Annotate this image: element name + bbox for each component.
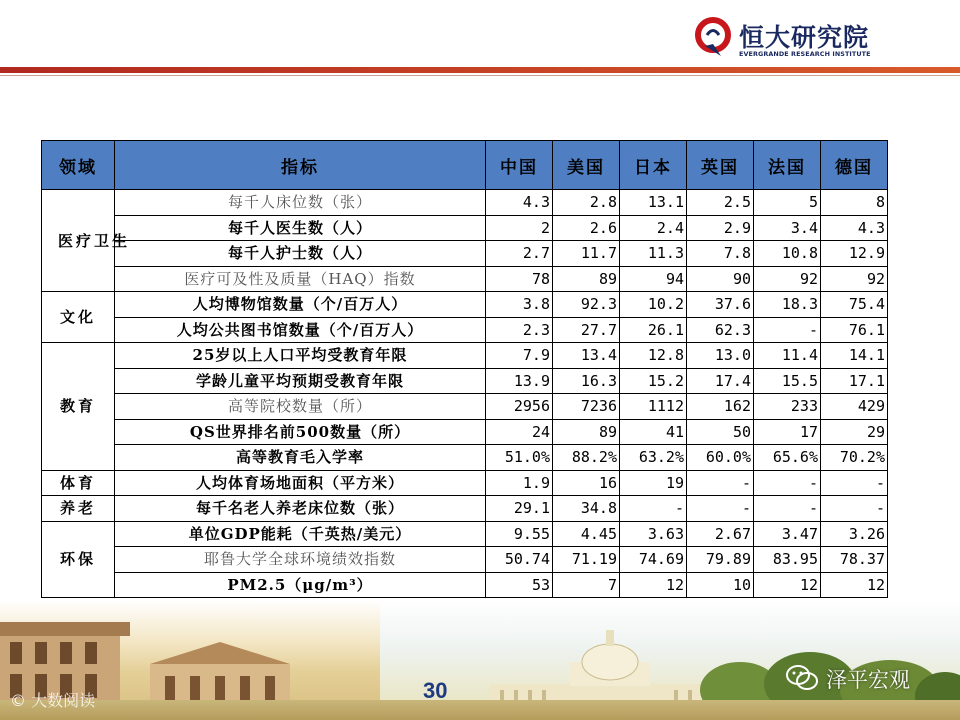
indicator-cell: 学龄儿童平均预期受教育年限 (115, 368, 486, 394)
value-cell: 2.3 (486, 317, 553, 343)
value-cell: 233 (754, 394, 821, 420)
value-cell: 1112 (620, 394, 687, 420)
table-row (42, 190, 888, 216)
footer-ground (0, 700, 960, 720)
value-cell: 29.1 (486, 496, 553, 522)
value-cell: - (821, 470, 888, 496)
table-row (42, 496, 888, 522)
logo (693, 16, 883, 62)
indicator-cell: 每千人床位数（张） (115, 190, 486, 216)
value-cell: 2.6 (553, 215, 620, 241)
value-cell: 24 (486, 419, 553, 445)
domain-cell: 养老 (42, 496, 115, 522)
value-cell: - (754, 317, 821, 343)
table-row (42, 241, 888, 267)
value-cell: 89 (553, 266, 620, 292)
value-cell: 2.9 (687, 215, 754, 241)
value-cell: 2.4 (620, 215, 687, 241)
table-body (42, 190, 888, 598)
indicator-cell: 人均公共图书馆数量（个/百万人） (115, 317, 486, 343)
value-cell: 13.0 (687, 343, 754, 369)
value-cell: 27.7 (553, 317, 620, 343)
value-cell: 12 (821, 572, 888, 598)
value-cell: 10.2 (620, 292, 687, 318)
value-cell: 16.3 (553, 368, 620, 394)
value-cell: 7.9 (486, 343, 553, 369)
value-cell: - (687, 470, 754, 496)
column-header: 英国 (687, 141, 754, 190)
value-cell: 50 (687, 419, 754, 445)
page-number: 30 (423, 678, 448, 703)
domain-cell: 医疗卫生 (42, 190, 115, 292)
domain-cell: 教育 (42, 343, 115, 471)
value-cell: 15.5 (754, 368, 821, 394)
value-cell: 92 (754, 266, 821, 292)
value-cell: 7236 (553, 394, 620, 420)
value-cell: - (754, 470, 821, 496)
indicator-cell: 人均博物馆数量（个/百万人） (115, 292, 486, 318)
wechat-account-name: 泽平宏观 (826, 668, 910, 692)
table-row (42, 521, 888, 547)
value-cell: 34.8 (553, 496, 620, 522)
value-cell: 13.1 (620, 190, 687, 216)
value-cell: 70.2% (821, 445, 888, 471)
value-cell: 17.1 (821, 368, 888, 394)
value-cell: 5 (754, 190, 821, 216)
column-header: 德国 (821, 141, 888, 190)
indicator-cell: 人均体育场地面积（平方米） (115, 470, 486, 496)
value-cell: 3.63 (620, 521, 687, 547)
value-cell: 11.7 (553, 241, 620, 267)
table-row (42, 547, 888, 573)
value-cell: 90 (687, 266, 754, 292)
value-cell: 74.69 (620, 547, 687, 573)
column-header: 指标 (115, 141, 486, 190)
value-cell: 12 (754, 572, 821, 598)
value-cell: 2.7 (486, 241, 553, 267)
value-cell: 88.2% (553, 445, 620, 471)
value-cell: 3.8 (486, 292, 553, 318)
value-cell: 1.9 (486, 470, 553, 496)
value-cell: 79.89 (687, 547, 754, 573)
table-row (42, 572, 888, 598)
logo-name: 恒大研究院 (739, 23, 870, 52)
value-cell: 76.1 (821, 317, 888, 343)
value-cell: 11.4 (754, 343, 821, 369)
value-cell: 2.5 (687, 190, 754, 216)
column-header: 日本 (620, 141, 687, 190)
indicator-cell: 高等院校数量（所） (115, 394, 486, 420)
table-row (42, 394, 888, 420)
indicator-cell: 25岁以上人口平均受教育年限 (115, 343, 486, 369)
value-cell: 2.8 (553, 190, 620, 216)
value-cell: 29 (821, 419, 888, 445)
value-cell: 19 (620, 470, 687, 496)
value-cell: 60.0% (687, 445, 754, 471)
footer-banner (0, 600, 960, 720)
value-cell: 92 (821, 266, 888, 292)
value-cell: 3.47 (754, 521, 821, 547)
logo-subtitle: EVERGRANDE RESEARCH INSTITUTE (739, 50, 871, 58)
table-row (42, 368, 888, 394)
value-cell: 15.2 (620, 368, 687, 394)
value-cell: 12.8 (620, 343, 687, 369)
domain-cell: 文化 (42, 292, 115, 343)
domain-cell: 体育 (42, 470, 115, 496)
indicator-cell: PM2.5（μg/m³） (115, 572, 486, 598)
value-cell: 50.74 (486, 547, 553, 573)
value-cell: 162 (687, 394, 754, 420)
table-row (42, 215, 888, 241)
indicator-cell: 耶鲁大学全球环境绩效指数 (115, 547, 486, 573)
table-row (42, 292, 888, 318)
value-cell: 62.3 (687, 317, 754, 343)
value-cell: - (620, 496, 687, 522)
indicator-cell: QS世界排名前500数量（所） (115, 419, 486, 445)
value-cell: 4.3 (821, 215, 888, 241)
table-row (42, 445, 888, 471)
value-cell: - (821, 496, 888, 522)
table-row (42, 419, 888, 445)
value-cell: 2 (486, 215, 553, 241)
value-cell: 7.8 (687, 241, 754, 267)
value-cell: 37.6 (687, 292, 754, 318)
value-cell: 17.4 (687, 368, 754, 394)
value-cell: 10 (687, 572, 754, 598)
indicator-cell: 每千名老人养老床位数（张） (115, 496, 486, 522)
evergrande-logo-icon (693, 16, 733, 58)
table-row (42, 470, 888, 496)
value-cell: 13.9 (486, 368, 553, 394)
domain-cell: 环保 (42, 521, 115, 598)
value-cell: 11.3 (620, 241, 687, 267)
value-cell: 89 (553, 419, 620, 445)
indicator-cell: 每千人护士数（人） (115, 241, 486, 267)
value-cell: 2956 (486, 394, 553, 420)
table-row (42, 317, 888, 343)
value-cell: 14.1 (821, 343, 888, 369)
indicator-cell: 单位GDP能耗（千英热/美元） (115, 521, 486, 547)
value-cell: - (687, 496, 754, 522)
value-cell: 3.26 (821, 521, 888, 547)
value-cell: 63.2% (620, 445, 687, 471)
value-cell: 16 (553, 470, 620, 496)
value-cell: 13.4 (553, 343, 620, 369)
indicator-table (41, 140, 888, 598)
value-cell: 92.3 (553, 292, 620, 318)
value-cell: 94 (620, 266, 687, 292)
indicator-cell: 医疗可及性及质量（HAQ）指数 (115, 266, 486, 292)
value-cell: 8 (821, 190, 888, 216)
column-header: 美国 (553, 141, 620, 190)
table-row (42, 266, 888, 292)
value-cell: 3.4 (754, 215, 821, 241)
table-row (42, 343, 888, 369)
value-cell: 2.67 (687, 521, 754, 547)
column-header: 法国 (754, 141, 821, 190)
value-cell: 17 (754, 419, 821, 445)
value-cell: 51.0% (486, 445, 553, 471)
value-cell: 18.3 (754, 292, 821, 318)
value-cell: 7 (553, 572, 620, 598)
watermark-text: © 大数阅读 (10, 691, 96, 710)
wechat-badge (786, 662, 946, 696)
value-cell: 9.55 (486, 521, 553, 547)
value-cell: 78.37 (821, 547, 888, 573)
value-cell: 12.9 (821, 241, 888, 267)
column-header: 领域 (42, 141, 115, 190)
value-cell: 65.6% (754, 445, 821, 471)
value-cell: 4.45 (553, 521, 620, 547)
indicator-cell: 高等教育毛入学率 (115, 445, 486, 471)
indicator-cell: 每千人医生数（人） (115, 215, 486, 241)
value-cell: 4.3 (486, 190, 553, 216)
value-cell: 83.95 (754, 547, 821, 573)
value-cell: 12 (620, 572, 687, 598)
value-cell: 53 (486, 572, 553, 598)
value-cell: 10.8 (754, 241, 821, 267)
value-cell: 26.1 (620, 317, 687, 343)
value-cell: 78 (486, 266, 553, 292)
table-header-row (42, 141, 888, 190)
value-cell: 429 (821, 394, 888, 420)
header-divider (0, 67, 960, 73)
value-cell: - (754, 496, 821, 522)
wechat-icon (786, 664, 818, 692)
value-cell: 75.4 (821, 292, 888, 318)
column-header: 中国 (486, 141, 553, 190)
value-cell: 71.19 (553, 547, 620, 573)
header-divider-thin (0, 75, 960, 76)
value-cell: 41 (620, 419, 687, 445)
